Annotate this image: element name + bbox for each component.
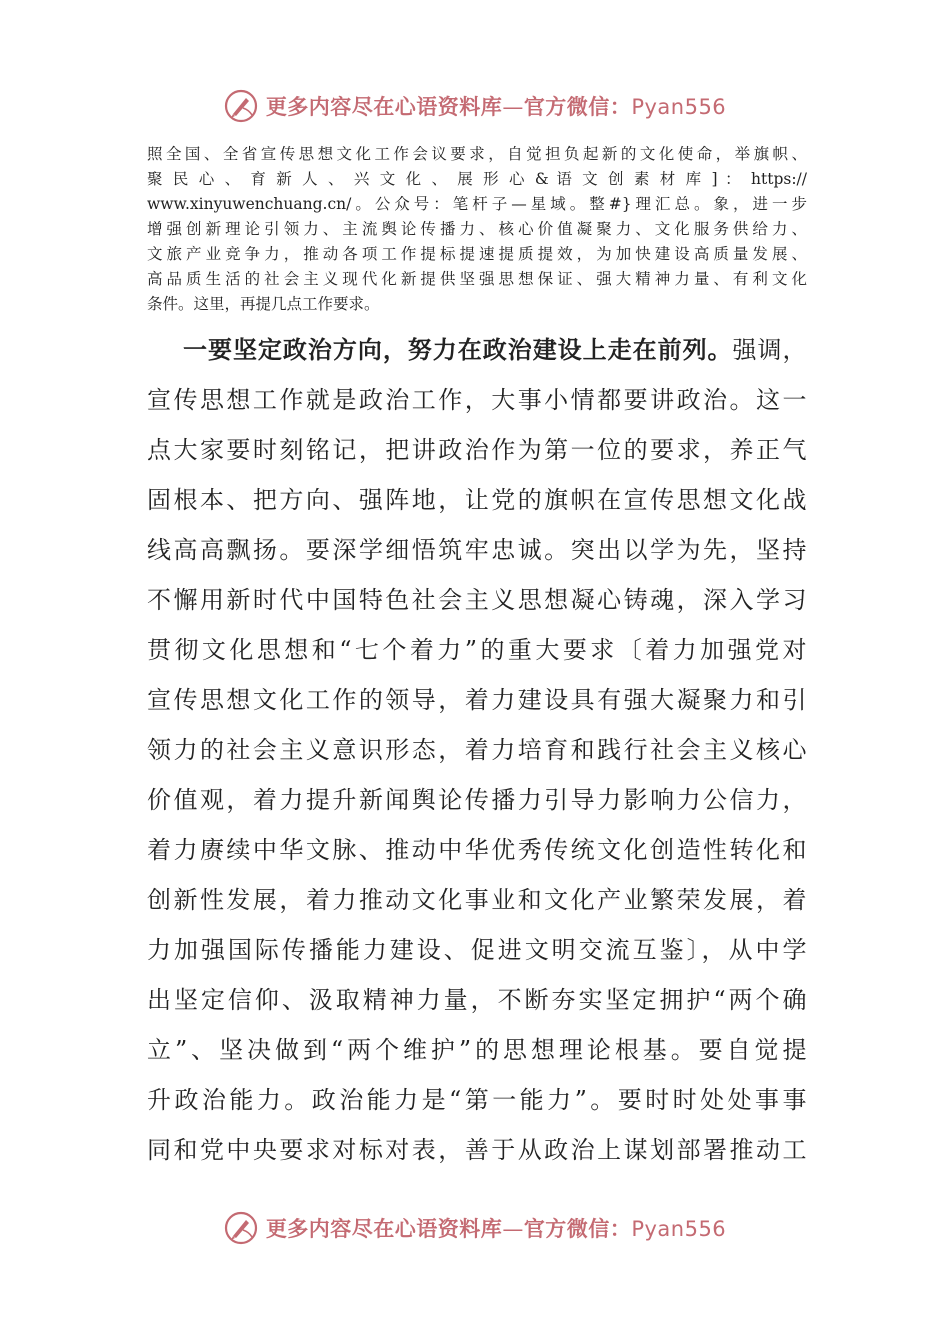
watermark-separator: — — [502, 1217, 524, 1241]
main-line: 创新性发展，着力推动文化事业和文化产业繁荣发展，着 — [147, 886, 807, 914]
main-first-line — [147, 325, 807, 375]
intro-line: 高品质生活的社会主义现代化新提供坚强思想保证、强大精神力量、有利文化 — [147, 270, 807, 288]
quill-logo-icon — [224, 1211, 258, 1245]
section-heading: 一要坚定政治方向，努力在政治建设上走在前列。 — [183, 335, 733, 364]
main-line: 固根本、把方向、强阵地，让党的旗帜在宣传思想文化战 — [147, 486, 807, 514]
first-line-rest: 强调， — [732, 336, 807, 364]
intro-line: 照全国、全省宣传思想文化工作会议要求，自觉担负起新的文化使命，举旗帜、 — [147, 145, 807, 163]
main-line: 宣传思想工作就是政治工作，大事小情都要讲政治。这一 — [147, 386, 807, 414]
main-line: 着力赓续中华文脉、推动中华优秀传统文化创造性转化和 — [147, 836, 807, 864]
main-paragraph — [147, 325, 807, 1175]
watermark-brand: 更多内容尽在心语资料库 — [265, 95, 503, 119]
watermark-brand: 更多内容尽在心语资料库 — [265, 1217, 503, 1241]
main-line: 立”、坚决做到“两个维护”的思想理论根基。要自觉提 — [147, 1036, 807, 1064]
watermark-official: 官方微信： — [523, 95, 632, 119]
intro-line: 聚 民 心 、 育 新 人 、 兴 文 化 、 展 形 心 & 语 文 创 素 材 库 ] ： https:// — [147, 170, 807, 188]
watermark-text — [266, 1213, 726, 1243]
intro-line: 条件。这里，再提几点工作要求。 — [147, 295, 380, 313]
footer-watermark — [0, 1206, 950, 1250]
main-line: 宣传思想文化工作的领导，着力建设具有强大凝聚力和引 — [147, 686, 807, 714]
main-line: 不懈用新时代中国特色社会主义思想凝心铸魂，深入学习 — [147, 586, 807, 614]
header-watermark — [0, 84, 950, 128]
intro-line: www.xinyuwenchuang.cn/。公众号：笔杆子—星域。整#}理汇总。象，进一步 — [147, 195, 807, 213]
watermark-separator: — — [502, 95, 524, 119]
intro-paragraph — [147, 142, 807, 317]
quill-logo-icon — [224, 89, 258, 123]
main-line: 同和党中央要求对标对表，善于从政治上谋划部署推动工 — [147, 1136, 807, 1164]
main-line: 价值观，着力提升新闻舆论传播力引导力影响力公信力， — [147, 786, 807, 814]
watermark-official: 官方微信： — [523, 1217, 632, 1241]
watermark-handle: Pyan556 — [631, 1217, 727, 1241]
intro-line: 增强创新理论引领力、主流舆论传播力、核心价值凝聚力、文化服务供给力、 — [147, 220, 807, 238]
main-line: 领力的社会主义意识形态，着力培育和践行社会主义核心 — [147, 736, 807, 764]
main-line: 贯彻文化思想和“七个着力”的重大要求〔着力加强党对 — [147, 636, 807, 664]
main-line: 线高高飘扬。要深学细悟筑牢忠诚。突出以学为先，坚持 — [147, 536, 807, 564]
watermark-text — [266, 91, 726, 121]
watermark-handle: Pyan556 — [631, 95, 727, 119]
main-line: 出坚定信仰、汲取精神力量，不断夯实坚定拥护“两个确 — [147, 986, 807, 1014]
main-line: 力加强国际传播能力建设、促进文明交流互鉴〕，从中学 — [147, 936, 807, 964]
intro-line: 文旅产业竞争力，推动各项工作提标提速提质提效，为加快建设高质量发展、 — [147, 245, 807, 263]
main-line: 点大家要时刻铭记，把讲政治作为第一位的要求，养正气 — [147, 436, 807, 464]
main-line: 升政治能力。政治能力是“第一能力”。要时时处处事事 — [147, 1086, 807, 1114]
